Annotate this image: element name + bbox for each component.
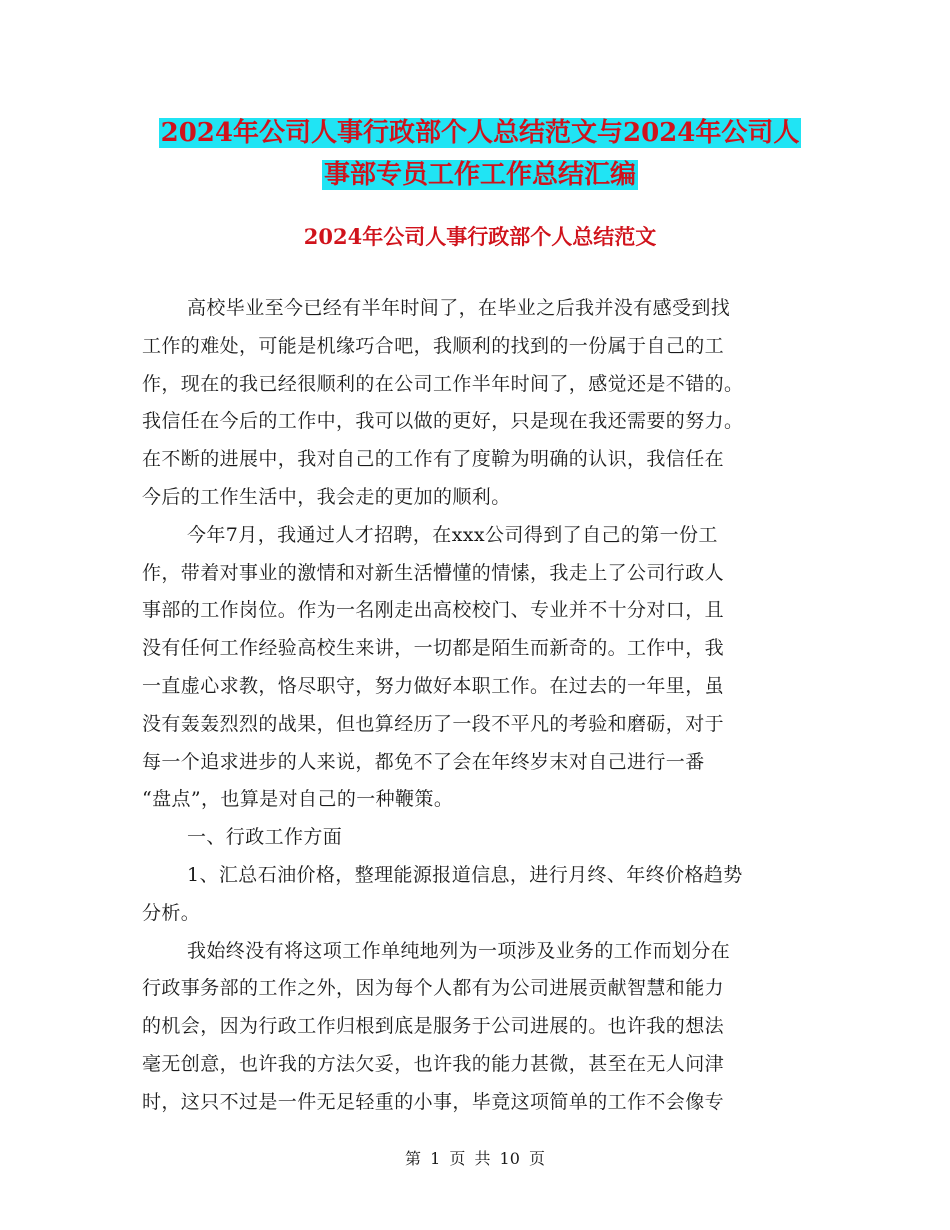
paragraph-line: 我信任在今后的工作中，我可以做的更好，只是现在我还需要的努力。	[142, 410, 744, 433]
paragraph-line: 今后的工作生活中，我会走的更加的顺利。	[142, 485, 511, 508]
paragraph-line: 时，这只不过是一件无足轻重的小事，毕竟这项简单的工作不会像专	[142, 1090, 725, 1113]
paragraph-line: 的机会，因为行政工作归根到底是服务于公司进展的。也许我的想法	[142, 1015, 725, 1038]
paragraph-line: 没有轰轰烈烈的战果，但也算经历了一段不平凡的考验和磨砺，对于	[142, 712, 725, 735]
document-title	[140, 112, 820, 196]
paragraph-line: 每一个追求进步的人来说，都免不了会在年终岁末对自己进行一番	[142, 750, 705, 773]
paragraph-line: 行政事务部的工作之外，因为每个人都有为公司进展贡献智慧和能力	[142, 977, 725, 1000]
paragraph-line: 在不断的进展中，我对自己的工作有了度鞥为明确的认识，我信任在	[142, 448, 725, 471]
paragraph-line: 没有任何工作经验高校生来讲，一切都是陌生而新奇的。工作中，我	[142, 637, 725, 660]
paragraph-line: 工作的难处，可能是机缘巧合吧，我顺利的找到的一份属于自己的工	[142, 334, 725, 357]
body-text	[142, 290, 814, 1122]
paragraph-line: 我始终没有将这项工作单纯地列为一项涉及业务的工作而划分在	[187, 939, 731, 962]
paragraph-line: 今年7月，我通过人才招聘，在xxx公司得到了自己的第一份工	[187, 523, 718, 546]
paragraph-line: 事部的工作岗位。作为一名刚走出高校校门、专业并不十分对口，且	[142, 599, 725, 622]
paragraph-line: 一直虚心求教，恪尽职守，努力做好本职工作。在过去的一年里，虽	[142, 674, 725, 697]
paragraph-line: “盘点”，也算是对自己的一种鞭策。	[142, 788, 454, 811]
paragraph-line: 1、汇总石油价格，整理能源报道信息，进行月终、年终价格趋势	[187, 863, 743, 886]
paragraph-line: 高校毕业至今已经有半年时间了，在毕业之后我并没有感受到找	[187, 297, 731, 319]
paragraph-line: 分析。	[142, 901, 201, 924]
paragraph-line: 作，带着对事业的激情和对新生活懵懂的情愫，我走上了公司行政人	[142, 561, 725, 584]
section-heading: 2024年公司人事行政部个人总结范文	[303, 224, 657, 249]
subheading-line: 一、行政工作方面	[187, 826, 343, 849]
paragraph-line: 作，现在的我已经很顺利的在公司工作半年时间了，感觉还是不错的。	[142, 372, 744, 395]
paragraph-line: 毫无创意，也许我的方法欠妥，也许我的能力甚微，甚至在无人问津	[142, 1052, 725, 1075]
document-title-line-1: 2024年公司人事行政部个人总结范文与2024年公司人	[160, 118, 800, 148]
page-footer: 第 1 页 共 10 页	[405, 1149, 545, 1168]
document-title-line-2: 事部专员工作工作总结汇编	[323, 160, 636, 190]
